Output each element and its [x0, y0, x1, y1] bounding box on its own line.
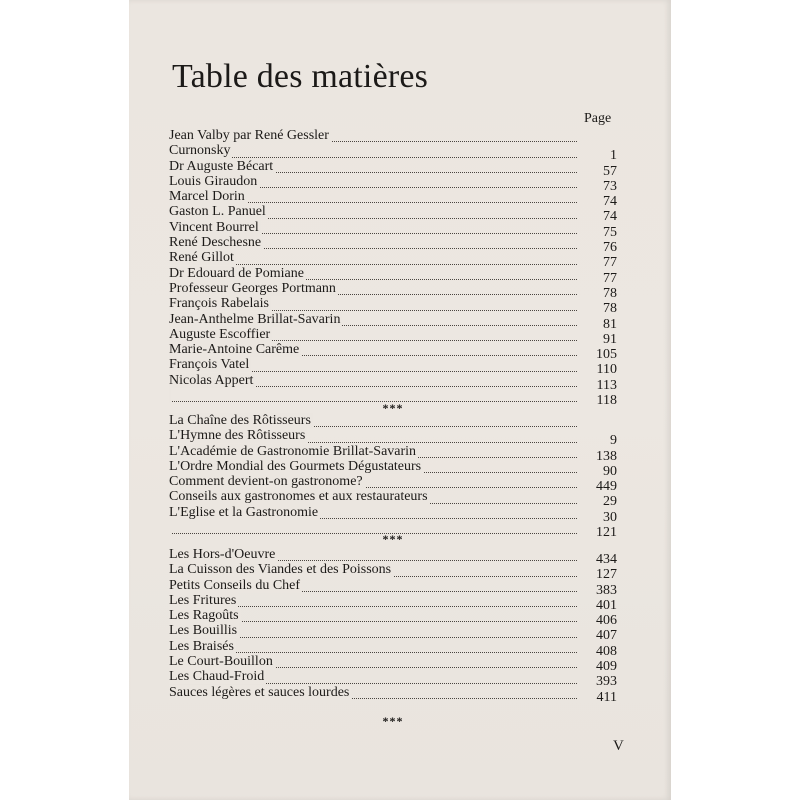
toc-entry-page: 77 [603, 270, 617, 286]
toc-entry-page: 81 [603, 316, 617, 332]
toc-entry-title: René Gillot [169, 250, 234, 266]
toc-entry [169, 577, 617, 598]
toc-entry-page: 74 [603, 194, 617, 210]
toc-entry-title: Auguste Escoffier [169, 326, 271, 342]
toc-entry-title: L'Académie de Gastronomie Brillat-Savarin [169, 443, 417, 459]
toc-entry [169, 357, 617, 378]
toc-entry-page: 78 [603, 285, 617, 301]
toc-entry-title: La Chaîne des Rôtisseurs [169, 413, 311, 428]
toc-entry-page: 449 [596, 479, 617, 495]
toc-entry [169, 608, 617, 629]
toc-entry [169, 189, 617, 210]
toc-entry-title: L'Eglise et la Gastronomie [169, 504, 319, 520]
toc-entry-title: Curnonsky [169, 143, 231, 159]
toc-entry-title: La Cuisson des Viandes et des Poissons [169, 562, 392, 578]
toc-entry [169, 638, 617, 659]
toc-entry-title: Comment devient-on gastronome? [169, 474, 363, 490]
toc-entry-title: Les Ragoûts [169, 608, 239, 624]
toc-entry-title: L'Hymne des Rôtisseurs [169, 428, 306, 444]
toc-entry [169, 372, 617, 393]
toc-entry-page: 393 [596, 674, 617, 690]
toc-entry-page: 127 [596, 567, 617, 583]
page-title: Table des matières [172, 58, 429, 95]
toc-entry [169, 173, 617, 194]
toc-entry-page: 90 [603, 463, 617, 479]
toc-entry [169, 326, 617, 347]
toc-entry-page: 91 [603, 331, 617, 347]
toc-entry-page: 406 [596, 613, 617, 629]
toc-entry-title: Dr Auguste Bécart [169, 158, 274, 174]
toc-entry [169, 143, 617, 164]
toc-entry [169, 428, 617, 449]
toc-entry-title: Le Court-Bouillon [169, 654, 273, 670]
toc-entry-title [169, 520, 171, 535]
toc-entry [169, 280, 617, 301]
toc-entry-page: 407 [596, 628, 617, 644]
toc-entry-page: 121 [596, 525, 617, 541]
toc-entry [169, 684, 617, 705]
toc-entry [169, 623, 617, 644]
toc-section-portraits [169, 128, 617, 409]
toc-entry-title: René Deschesne [169, 235, 262, 251]
toc-entry [169, 296, 617, 317]
toc-entry-title: L'Ordre Mondial des Gourmets Dégustateurs [169, 458, 422, 474]
toc-entry-page: 110 [596, 362, 617, 378]
toc-entry-page: 57 [603, 163, 617, 179]
toc-entry-title: Professeur Georges Portmann [169, 280, 336, 296]
toc-entry [169, 265, 617, 286]
toc-entry-title: Les Chaud-Froid [169, 669, 265, 685]
toc-entry-page: 105 [596, 347, 617, 363]
toc-entry-page: 73 [603, 178, 617, 194]
toc-entry-page: 434 [596, 552, 617, 567]
toc-entry-page: 29 [603, 494, 617, 510]
toc-entry [169, 654, 617, 675]
toc-entry-page: 30 [603, 509, 617, 525]
toc-entry [169, 413, 617, 428]
toc-entry [169, 458, 617, 479]
toc-entry [169, 474, 617, 495]
toc-entry-title: Petits Conseils du Chef [169, 577, 301, 593]
toc-entry-page: 408 [596, 643, 617, 659]
toc-entry-title: Les Bouillis [169, 623, 238, 639]
section-separator: *** [382, 401, 404, 415]
toc-entry-page: 76 [603, 240, 617, 256]
toc-entry-title: Jean Valby par René Gessler [169, 128, 329, 143]
toc-entry-page: 74 [603, 209, 617, 225]
toc-entry-title: Dr Edouard de Pomiane [169, 265, 304, 281]
toc-entry-title: François Rabelais [169, 296, 269, 312]
section-separator: *** [382, 714, 404, 728]
toc-entry-title: Les Fritures [169, 592, 237, 608]
section-separator: *** [382, 532, 404, 546]
toc-entry-title: Marie-Antoine Carême [169, 342, 300, 358]
toc-entry [169, 158, 617, 179]
toc-entry [169, 342, 617, 363]
toc-entry-page: 411 [596, 689, 617, 705]
toc-entry-title [169, 388, 171, 403]
toc-entry [169, 250, 617, 271]
toc-entry-title: Marcel Dorin [169, 189, 245, 205]
toc-entry-title: François Vatel [169, 357, 250, 373]
page-column-header: Page [584, 111, 612, 126]
toc-section-cooking [169, 547, 617, 705]
toc-entry-title: Gaston L. Panuel [169, 204, 266, 220]
toc-entry [169, 562, 617, 583]
toc-entry-title: Jean-Anthelme Brillat-Savarin [169, 311, 341, 327]
toc-entry-title: Louis Giraudon [169, 173, 258, 189]
toc-entry [169, 204, 617, 225]
toc-entry-title: Nicolas Appert [169, 372, 254, 388]
toc-entry-page: 118 [596, 393, 617, 409]
toc-entry-title: Les Braisés [169, 638, 234, 654]
toc-entry-page: 9 [610, 433, 617, 449]
toc-entry-title: Sauces légères et sauces lourdes [169, 684, 350, 700]
toc-entry-title: Les Hors-d'Oeuvre [169, 547, 276, 562]
toc-entry [169, 128, 617, 143]
toc-entry-page: 1 [610, 148, 617, 164]
toc-entry-page: 78 [603, 301, 617, 317]
book-page [129, 0, 671, 800]
toc-entry [169, 219, 617, 240]
toc-entry-page: 409 [596, 659, 617, 675]
toc-entry [169, 489, 617, 510]
toc-entry [169, 235, 617, 256]
toc-entry-page: 75 [603, 224, 617, 240]
toc-section-gastronomy [169, 413, 617, 541]
page-folio: V [613, 738, 624, 754]
toc-entry-title: Conseils aux gastronomes et aux restaurateurs [169, 489, 428, 505]
toc-entry-page: 401 [596, 597, 617, 613]
toc-entry-page: 77 [603, 255, 617, 271]
toc-entry-page: 383 [596, 582, 617, 598]
toc-entry [169, 443, 617, 464]
toc-entry-title: Vincent Bourrel [169, 219, 259, 235]
toc-entry [169, 504, 617, 525]
toc-entry [169, 592, 617, 613]
toc-entry [169, 311, 617, 332]
toc-entry [169, 669, 617, 690]
toc-entry-page: 113 [596, 377, 617, 393]
toc-entry-page: 138 [596, 448, 617, 464]
toc-entry [169, 547, 617, 567]
